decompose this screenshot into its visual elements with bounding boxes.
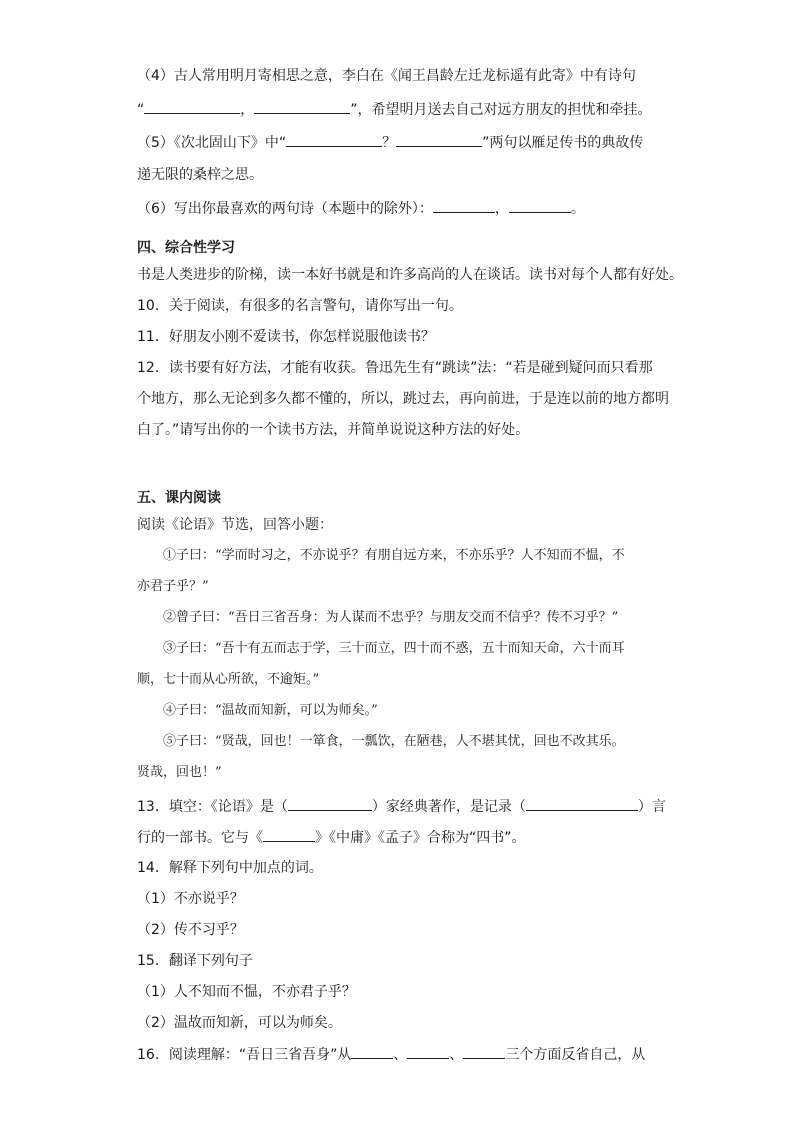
q13-line-1: 13．填空：《论语》是（ ）家经典著作，是记录（ ）言 <box>137 796 666 817</box>
analects-passage-5: ⑤子曰：“贤哉，回也！一箪食，一瓢饮，在陋巷，人不堪其忧，回也不改其乐。 <box>163 734 625 749</box>
q5-line-2: 递无限的桑梓之思。 <box>137 167 263 183</box>
analects-passage-2: ②曾子曰：“吾日三省吾身：为人谋而不忠乎？与朋友交而不信乎？传不习乎？” <box>163 610 619 625</box>
q5-blank-2[interactable] <box>396 132 482 147</box>
analects-passage-5-cont: 贤哉，回也！” <box>137 765 222 780</box>
q15-2: （2）温故而知新，可以为师矣。 <box>137 1015 342 1031</box>
q12-line-1: 12．读书要有好方法，才能有收获。鲁迅先生有“跳读”法：“若是碰到疑问而只看那 <box>137 360 653 376</box>
q16-blank-1[interactable] <box>351 1044 393 1059</box>
analects-passage-4: ④子曰：“温故而知新，可以为师矣。” <box>163 703 378 718</box>
q14-1: （1）不亦说乎？ <box>137 891 244 907</box>
q4-blank-2[interactable] <box>254 99 350 114</box>
q16-blank-3[interactable] <box>463 1044 505 1059</box>
q10: 10．关于阅读，有很多的名言警句，请你写出一句。 <box>137 298 463 314</box>
section-5-title: 五、课内阅读 <box>137 490 221 506</box>
q6-line: （6）写出你最喜欢的两句诗（本题中的除外）： ， 。 <box>137 198 585 219</box>
q14-2: （2）传不习乎？ <box>137 922 244 938</box>
q6-blank-2[interactable] <box>509 198 571 213</box>
q5-blank-1[interactable] <box>286 132 382 147</box>
section-4-title: 四、综合性学习 <box>137 240 235 256</box>
q4-blank-1[interactable] <box>144 99 240 114</box>
q13-blank-1[interactable] <box>288 796 372 811</box>
q15: 15．翻译下列句子 <box>137 953 253 969</box>
q12-line-2: 个地方，那么无论到多久都不懂的，所以，跳过去，再向前进，于是连以前的地方都明 <box>137 391 669 407</box>
q4-line-2: “ ， ”，希望明月送去自己对远方朋友的担忧和牵挂。 <box>137 99 652 120</box>
analects-passage-3: ③子曰：“吾十有五而志于学，三十而立，四十而不惑，五十而知天命，六十而耳 <box>163 641 625 656</box>
q14: 14．解释下列句中加点的词。 <box>137 860 323 876</box>
q12-line-3: 白了。”请写出你的一个读书方法，并简单说说这种方法的好处。 <box>137 422 530 438</box>
q13-blank-2[interactable] <box>526 796 638 811</box>
q4-text: （4）古人常用明月寄相思之意，李白在《闻王昌龄左迁龙标遥有此寄》中有诗句 <box>137 68 636 84</box>
analects-passage-3-cont: 顺，七十而从心所欲，不逾矩。” <box>137 672 320 687</box>
section-5-intro: 阅读《论语》节选，回答小题： <box>137 517 333 533</box>
q13-line-2: 行的一部书。它与《 》《中庸》《孟子》合称为“四书”。 <box>137 827 526 848</box>
section-4-intro: 书是人类进步的阶梯，读一本好书就是和许多高尚的人在谈话。读书对每个人都有好处。 <box>137 267 683 283</box>
q6-blank-1[interactable] <box>433 198 495 213</box>
q4-line-1 <box>137 66 636 86</box>
q5-line-1: （5）《次北固山下》中“ ？ ”两句以雁足传书的典故传 <box>137 132 643 153</box>
q16-blank-2[interactable] <box>407 1044 449 1059</box>
q13-blank-3[interactable] <box>263 827 315 842</box>
q16-line: 16．阅读理解：“吾日三省吾身”从 、 、 三个方面反省自己，从 <box>137 1044 645 1065</box>
analects-passage-1: ①子曰：“学而时习之，不亦说乎？有朋自远方来，不亦乐乎？人不知而不愠，不 <box>163 548 625 563</box>
q11: 11．好朋友小刚不爱读书，你怎样说服他读书？ <box>137 329 435 345</box>
analects-passage-1-cont: 亦君子乎？” <box>137 579 209 594</box>
q15-1: （1）人不知而不愠，不亦君子乎？ <box>137 984 356 1000</box>
